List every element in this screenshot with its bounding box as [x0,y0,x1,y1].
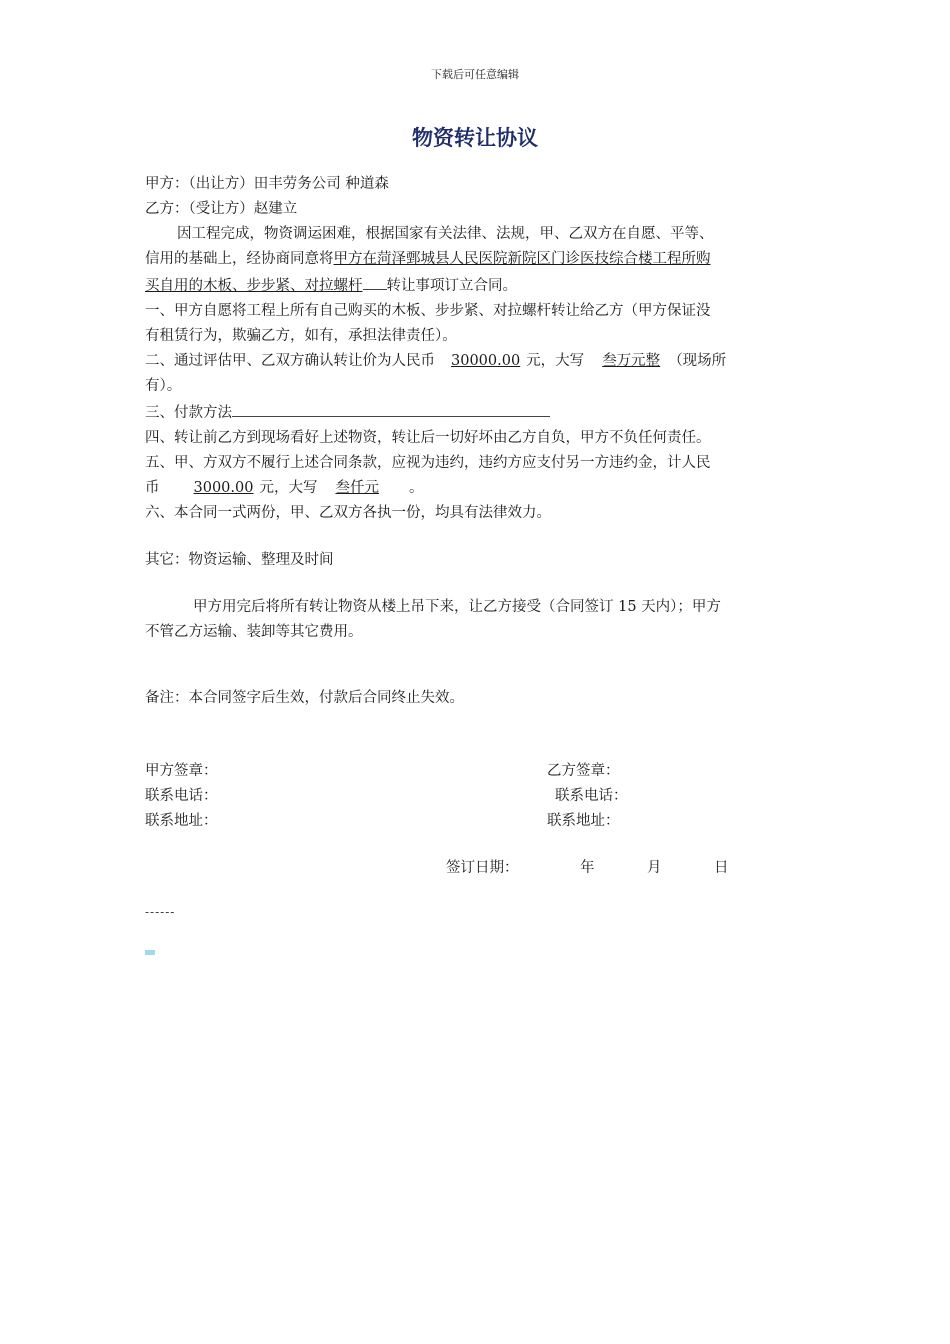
clause-1-line-1: 一、甲方自愿将工程上所有自己购买的木板、步步紧、对拉螺杆转让给乙方（甲方保证没 [145,303,711,319]
penalty-amount-words: 叁仟元 [335,480,379,496]
party-b-phone-label: 联系电话： [555,788,628,804]
intro-subject-underlined: 甲方在菏泽鄄城县人民医院新院区门诊医技综合楼工程所购 [333,251,711,267]
intro-line-3 [145,272,805,299]
highlight-marker [145,950,155,955]
party-b-signature-label: 乙方签章： [547,763,620,779]
payment-method-blank [232,399,550,417]
clause-5-text-mid: 元，大写 [259,480,318,496]
intro-line-1: 因工程完成，物资调运困难，根据国家有关法律、法规，甲、乙双方在自愿、平等、 [177,226,714,242]
intro-text: 信用的基础上，经协商同意将 [145,251,334,267]
price-amount: 30000.00 [451,353,521,369]
underline-blank [363,272,387,290]
document-title: 物资转让协议 [412,126,538,150]
party-a-line: 甲方：（出让方）田丰劳务公司 种道森 [145,176,389,192]
other-body-line-1: 甲方用完后将所有转让物资从楼上吊下来，让乙方接受（合同签订 15 天内）；甲方 [193,599,721,615]
clause-6-line: 六、本合同一式两份，甲、乙双方各执一份，均具有法律效力。 [145,505,551,521]
party-a-phone-label: 联系电话： [145,788,218,804]
other-body-line-2: 不管乙方运输、装卸等其它费用。 [145,624,363,640]
clause-5-line-1: 五、甲、方双方不履行上述合同条款，应视为违约，违约方应支付另一方违约金，计人民 [145,455,711,471]
footer-dashes: ------ [145,905,176,919]
party-b-address-label: 联系地址： [547,813,620,829]
clause-2-line-1 [145,349,805,374]
party-a-address-label: 联系地址： [145,813,218,829]
clause-5-text: 币 [145,480,160,496]
payment-method-label: 三、付款方法 [145,405,232,421]
price-amount-words: 叁万元整 [602,353,661,369]
sign-date-month: 月 [647,860,662,876]
sign-date-day: 日 [714,860,729,876]
clause-3-line [145,399,805,426]
party-a-signature-label: 甲方签章： [145,763,218,779]
clause-5-line-2 [145,476,805,501]
party-b-line: 乙方：（受让方）赵建立 [145,201,298,217]
penalty-amount: 3000.00 [193,480,254,496]
other-label: 其它：物资运输、整理及时间 [145,552,334,568]
clause-5-text-end: 。 [408,480,424,496]
intro-line-2 [145,247,805,272]
sign-date-label: 签订日期： [446,860,519,876]
clause-2-text-end: （现场所 [668,353,727,369]
header-note: 下载后可任意编辑 [431,68,519,81]
intro-text-end: 转让事项订立合同。 [386,278,517,294]
sign-date-year: 年 [580,860,595,876]
remark: 备注：本合同签字后生效，付款后合同终止失效。 [145,690,464,706]
clause-4-line: 四、转让前乙方到现场看好上述物资，转让后一切好坏由乙方自负，甲方不负任何责任。 [145,430,711,446]
clause-1-line-2: 有租赁行为，欺骗乙方，如有，承担法律责任）。 [145,328,457,344]
clause-2-text-mid: 元，大写 [526,353,585,369]
intro-items-underlined: 买自用的木板、步步紧、对拉螺杆 [145,278,363,294]
contract-body [145,172,805,645]
clause-2-text: 二、通过评估甲、乙双方确认转让价为人民币 [145,353,435,369]
clause-2-line-2: 有）。 [145,378,182,394]
